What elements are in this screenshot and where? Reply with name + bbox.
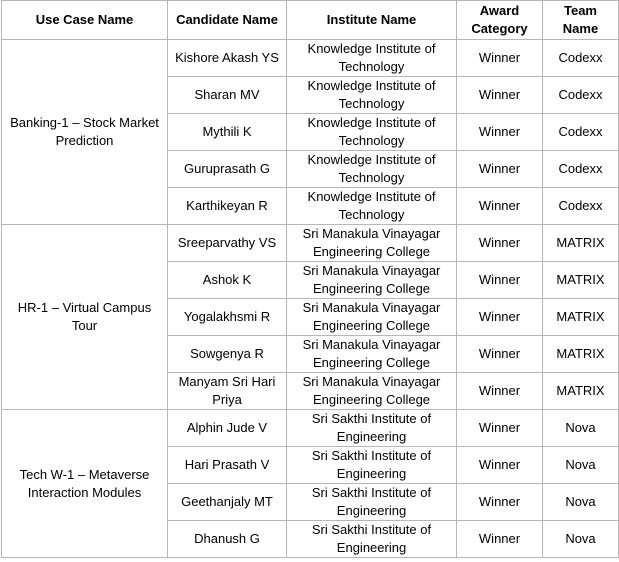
team-name-cell: Codexx — [543, 151, 619, 188]
award-category-cell: Winner — [457, 188, 543, 225]
header-row — [2, 1, 619, 40]
team-name-cell: Nova — [543, 447, 619, 484]
candidate-name-cell: Yogalakhsmi R — [168, 299, 287, 336]
award-category-cell: Winner — [457, 373, 543, 410]
candidate-name-cell: Hari Prasath V — [168, 447, 287, 484]
candidate-name-cell: Mythili K — [168, 114, 287, 151]
candidate-name-cell: Kishore Akash YS — [168, 40, 287, 77]
institute-name-cell: Knowledge Institute of Technology — [287, 114, 457, 151]
table-row — [2, 410, 619, 447]
team-name-cell: Codexx — [543, 77, 619, 114]
award-category-cell: Winner — [457, 299, 543, 336]
use-case-cell: Banking-1 – Stock Market Prediction — [2, 40, 168, 225]
award-category-cell: Winner — [457, 262, 543, 299]
award-category-cell: Winner — [457, 447, 543, 484]
institute-name-cell: Sri Manakula Vinayagar Engineering College — [287, 299, 457, 336]
use-case-cell: Tech W-1 – Metaverse Interaction Modules — [2, 410, 168, 558]
candidate-name-cell: Alphin Jude V — [168, 410, 287, 447]
table-body — [2, 40, 619, 558]
header-institute: Institute Name — [287, 1, 457, 40]
team-name-cell: Codexx — [543, 114, 619, 151]
team-name-cell: MATRIX — [543, 262, 619, 299]
header-award: Award Category — [457, 1, 543, 40]
award-category-cell: Winner — [457, 521, 543, 558]
candidate-name-cell: Karthikeyan R — [168, 188, 287, 225]
candidate-name-cell: Ashok K — [168, 262, 287, 299]
award-category-cell: Winner — [457, 410, 543, 447]
award-category-cell: Winner — [457, 336, 543, 373]
candidate-name-cell: Sowgenya R — [168, 336, 287, 373]
award-category-cell: Winner — [457, 114, 543, 151]
header-use-case: Use Case Name — [2, 1, 168, 40]
institute-name-cell: Sri Manakula Vinayagar Engineering College — [287, 262, 457, 299]
team-name-cell: Nova — [543, 410, 619, 447]
team-name-cell: Codexx — [543, 40, 619, 77]
institute-name-cell: Sri Manakula Vinayagar Engineering College — [287, 225, 457, 262]
institute-name-cell: Sri Sakthi Institute of Engineering — [287, 484, 457, 521]
table-header — [2, 1, 619, 40]
team-name-cell: Codexx — [543, 188, 619, 225]
award-category-cell: Winner — [457, 77, 543, 114]
table-row — [2, 225, 619, 262]
team-name-cell: Nova — [543, 484, 619, 521]
candidate-name-cell: Dhanush G — [168, 521, 287, 558]
institute-name-cell: Sri Sakthi Institute of Engineering — [287, 410, 457, 447]
institute-name-cell: Knowledge Institute of Technology — [287, 188, 457, 225]
institute-name-cell: Knowledge Institute of Technology — [287, 151, 457, 188]
award-category-cell: Winner — [457, 151, 543, 188]
table-row — [2, 40, 619, 77]
candidate-name-cell: Sreeparvathy VS — [168, 225, 287, 262]
institute-name-cell: Knowledge Institute of Technology — [287, 77, 457, 114]
candidate-name-cell: Sharan MV — [168, 77, 287, 114]
institute-name-cell: Sri Sakthi Institute of Engineering — [287, 447, 457, 484]
header-team: Team Name — [543, 1, 619, 40]
team-name-cell: Nova — [543, 521, 619, 558]
team-name-cell: MATRIX — [543, 373, 619, 410]
institute-name-cell: Sri Manakula Vinayagar Engineering College — [287, 373, 457, 410]
institute-name-cell: Knowledge Institute of Technology — [287, 40, 457, 77]
award-category-cell: Winner — [457, 40, 543, 77]
team-name-cell: MATRIX — [543, 336, 619, 373]
institute-name-cell: Sri Sakthi Institute of Engineering — [287, 521, 457, 558]
team-name-cell: MATRIX — [543, 299, 619, 336]
winners-table — [1, 0, 619, 558]
candidate-name-cell: Guruprasath G — [168, 151, 287, 188]
award-category-cell: Winner — [457, 484, 543, 521]
team-name-cell: MATRIX — [543, 225, 619, 262]
institute-name-cell: Sri Manakula Vinayagar Engineering College — [287, 336, 457, 373]
header-candidate: Candidate Name — [168, 1, 287, 40]
candidate-name-cell: Geethanjaly MT — [168, 484, 287, 521]
candidate-name-cell: Manyam Sri Hari Priya — [168, 373, 287, 410]
use-case-cell: HR-1 – Virtual Campus Tour — [2, 225, 168, 410]
award-category-cell: Winner — [457, 225, 543, 262]
